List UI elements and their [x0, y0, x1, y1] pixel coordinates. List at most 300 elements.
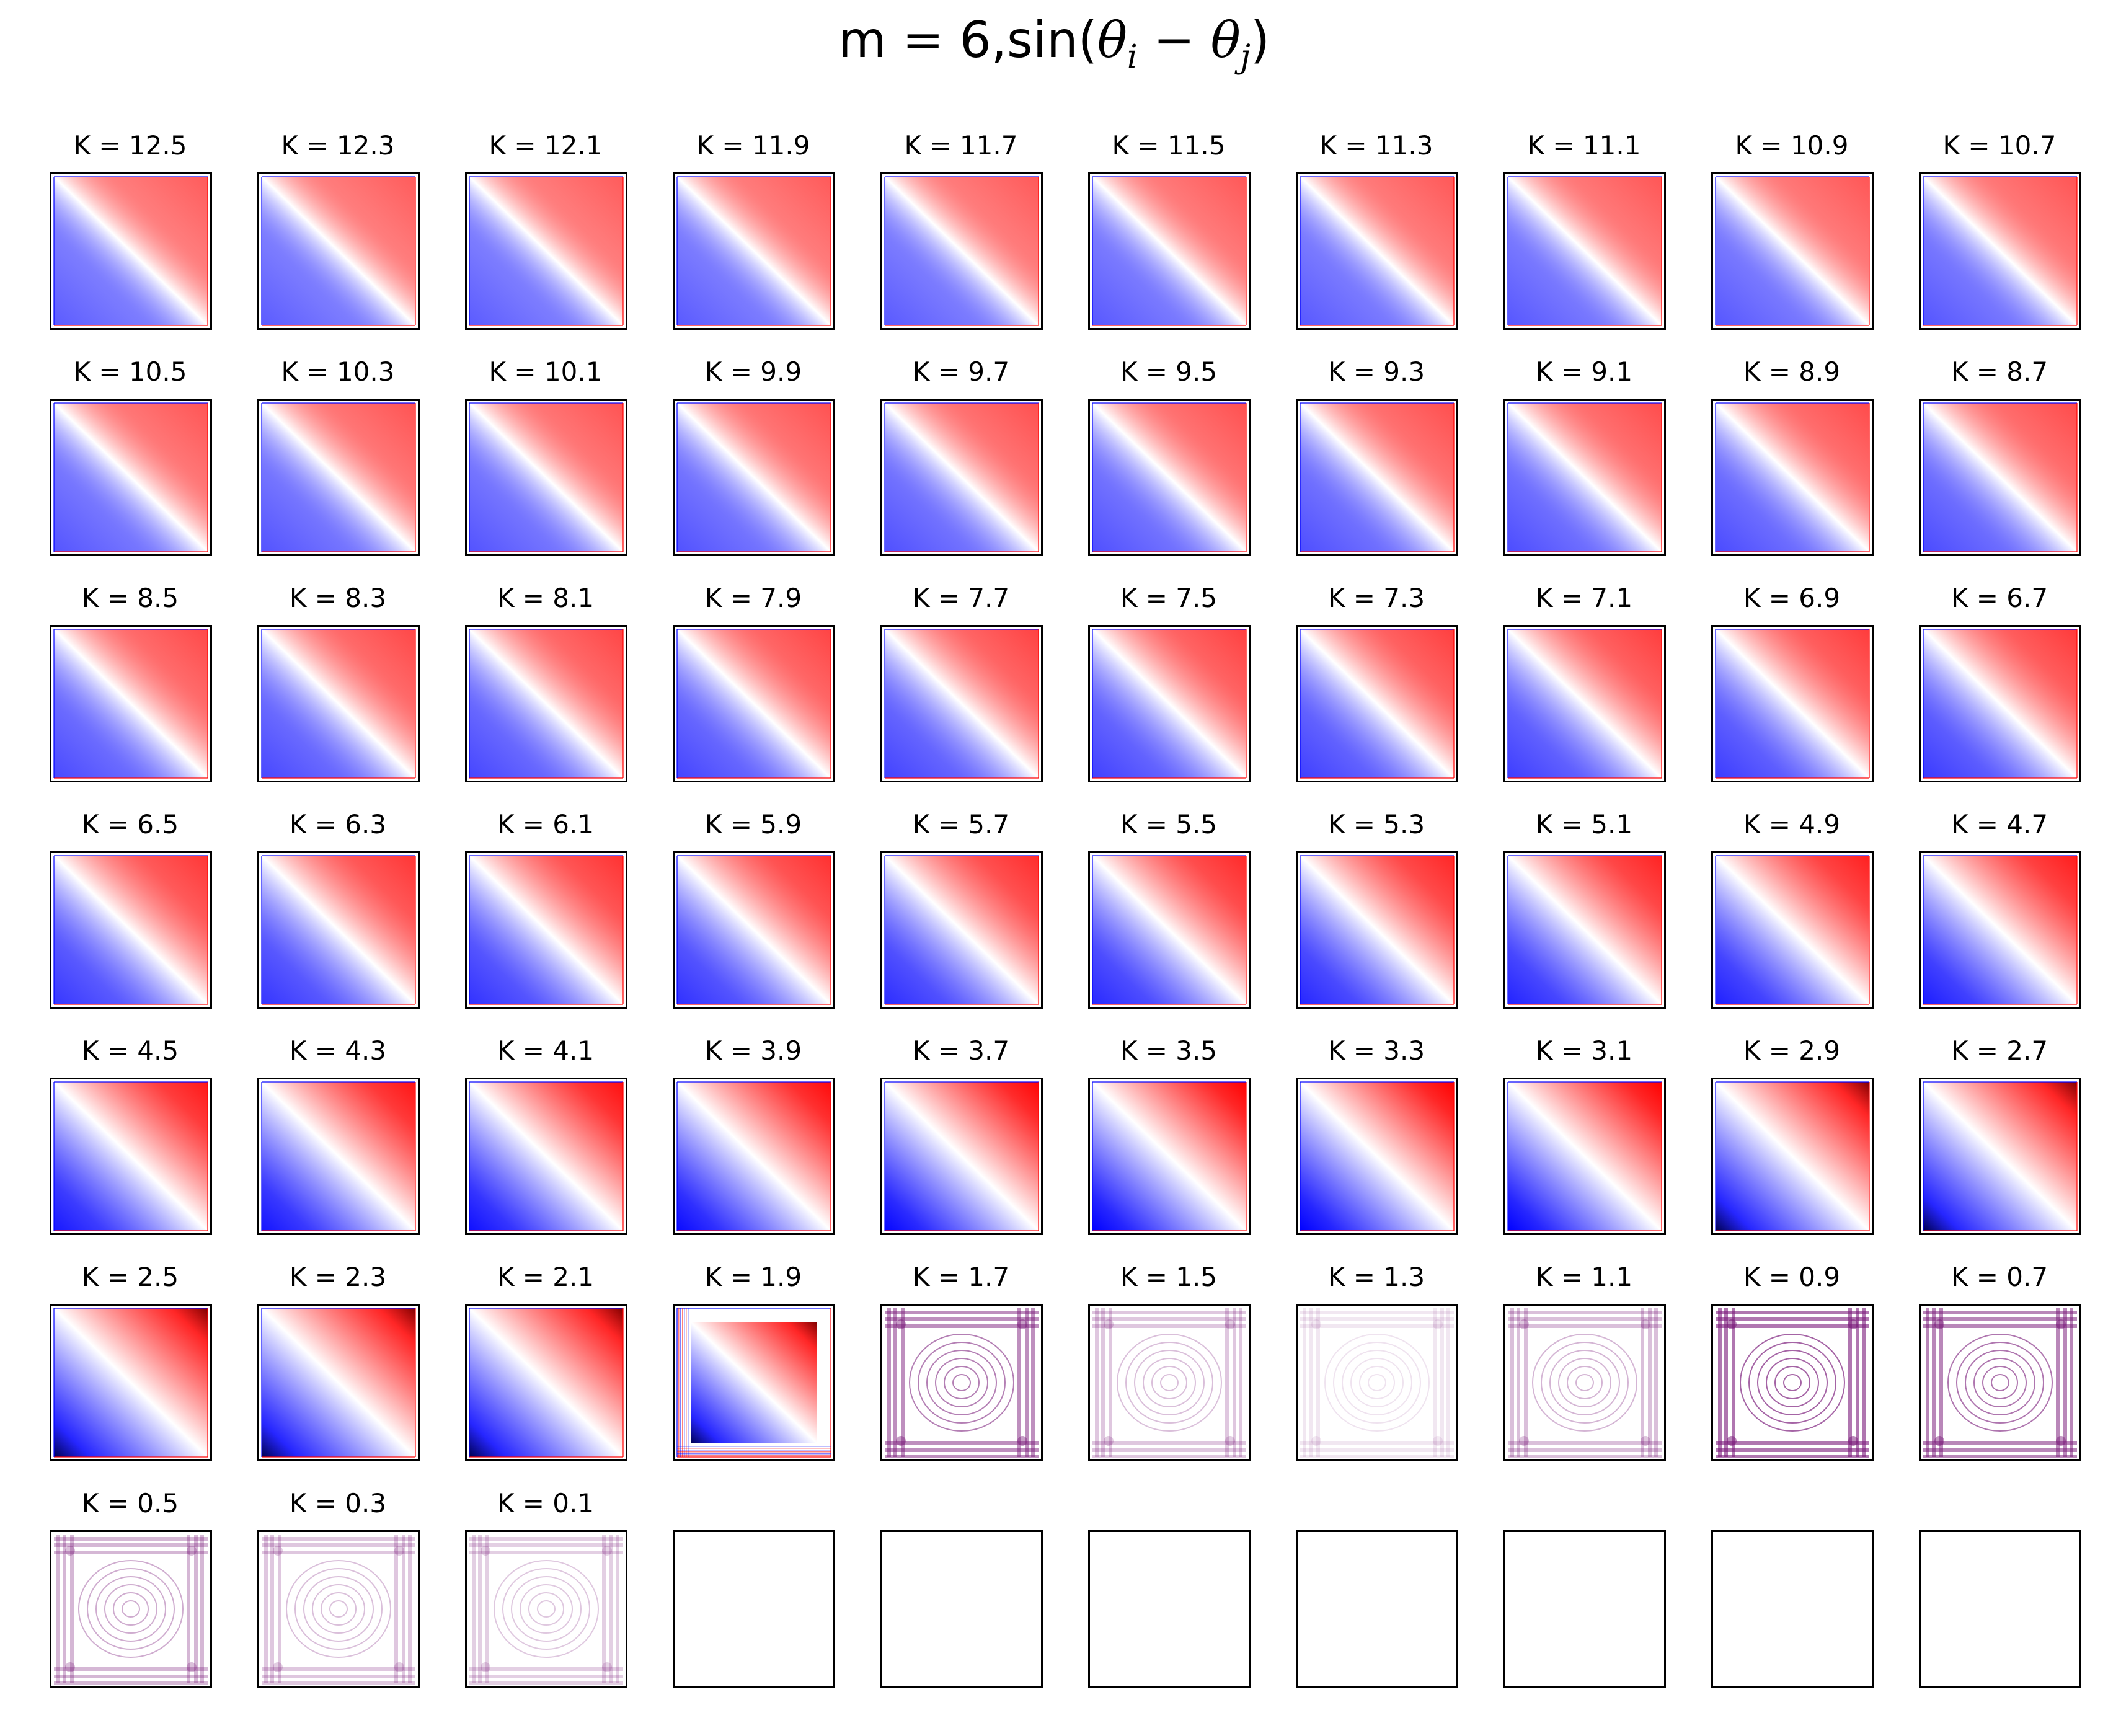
panel-frame — [257, 1304, 420, 1461]
heatmap-ring — [1152, 1366, 1187, 1399]
heatmap-fill — [1508, 177, 1662, 326]
heatmap-corner-dot — [1017, 1436, 1027, 1446]
heatmap-fill — [54, 629, 208, 778]
panel-title: K = 0.1 — [497, 1488, 595, 1518]
heatmap-ring — [1758, 1350, 1827, 1415]
heatmap-corner-dot — [1225, 1319, 1235, 1329]
heatmap-fill — [262, 629, 415, 778]
panel-frame — [1919, 1078, 2081, 1235]
heatmap-fill — [691, 1322, 817, 1443]
heatmap-band — [1225, 1308, 1229, 1457]
heatmap-stripe — [682, 1308, 683, 1457]
heatmap-image — [1505, 1532, 1664, 1686]
heatmap-band — [1017, 1308, 1021, 1457]
panel-frame — [673, 172, 835, 330]
heatmap-image — [882, 1532, 1041, 1686]
heatmap-image — [1298, 1306, 1456, 1459]
heatmap-ring — [927, 1350, 996, 1415]
heatmap-image — [51, 1306, 210, 1459]
heatmap-band — [1718, 1308, 1722, 1457]
heatmap-fill — [469, 177, 623, 326]
panel-title: K = 10.3 — [281, 356, 395, 387]
heatmap-band — [1716, 1448, 1869, 1452]
heatmap-image — [1921, 174, 2079, 328]
heatmap-band — [262, 1675, 415, 1678]
title-sub-i: i — [1127, 38, 1138, 76]
heatmap-image — [1713, 1306, 1872, 1459]
panel-frame — [1711, 625, 1874, 782]
panel-title: K = 1.1 — [1535, 1262, 1633, 1292]
heatmap-ring — [1749, 1342, 1836, 1423]
heatmap-band — [1300, 1441, 1454, 1445]
heatmap-band — [485, 1534, 489, 1683]
heatmap-fill — [1508, 629, 1662, 778]
panel-title: K = 10.5 — [73, 356, 187, 387]
panel-title: K = 2.7 — [1951, 1035, 2048, 1066]
heatmap-corner-dot — [1934, 1436, 1944, 1446]
heatmap-stripe — [677, 1448, 831, 1449]
heatmap-band — [1239, 1308, 1242, 1457]
panel-frame — [673, 1304, 835, 1461]
heatmap-ring — [330, 1601, 347, 1617]
panel-frame — [1296, 1304, 1458, 1461]
heatmap-band — [1092, 1311, 1246, 1314]
heatmap-fill — [1508, 1082, 1662, 1231]
heatmap-corner-dot — [896, 1436, 906, 1446]
panel-frame — [673, 399, 835, 556]
heatmap-band — [56, 1534, 60, 1683]
heatmap-image — [1298, 174, 1456, 328]
heatmap-fill — [469, 629, 623, 778]
heatmap-fill — [1508, 856, 1662, 1004]
heatmap-image — [467, 1532, 626, 1686]
heatmap-stripe — [684, 1308, 685, 1457]
panel-title: K = 10.7 — [1942, 130, 2057, 161]
heatmap-fill — [469, 403, 623, 552]
heatmap-image — [1921, 1079, 2079, 1233]
heatmap-ring — [1161, 1375, 1178, 1391]
heatmap-stripe — [677, 1453, 831, 1455]
heatmap-band — [1300, 1311, 1454, 1314]
heatmap-band — [1716, 1317, 1869, 1321]
heatmap-band — [469, 1675, 623, 1678]
heatmap-ring — [520, 1585, 572, 1633]
heatmap-image — [51, 1532, 210, 1686]
heatmap-ring — [918, 1342, 1005, 1423]
heatmap-image — [882, 1079, 1041, 1233]
heatmap-ring — [113, 1593, 148, 1625]
heatmap-band — [1025, 1308, 1029, 1457]
heatmap-band — [1092, 1317, 1246, 1321]
panel-title: K = 7.3 — [1327, 583, 1425, 613]
heatmap-corner-dot — [187, 1546, 197, 1556]
heatmap-fill — [1716, 629, 1869, 778]
heatmap-image — [1090, 1532, 1249, 1686]
heatmap-ring — [1991, 1375, 2009, 1391]
heatmap-fill — [1716, 856, 1869, 1004]
heatmap-band — [1508, 1448, 1662, 1452]
panel-frame — [1919, 625, 2081, 782]
heatmap-corner-dot — [273, 1662, 283, 1672]
heatmap-band — [54, 1551, 208, 1554]
heatmap-band — [893, 1308, 897, 1457]
heatmap-image — [1713, 174, 1872, 328]
heatmap-band — [1716, 1324, 1869, 1328]
panel-title: K = 6.1 — [497, 809, 595, 839]
heatmap-image — [1921, 627, 2079, 781]
panel-title: K = 10.1 — [489, 356, 603, 387]
panel-title: K = 0.3 — [289, 1488, 387, 1518]
panel-title: K = 11.7 — [904, 130, 1018, 161]
heatmap-ring — [1342, 1350, 1412, 1415]
panel-title: K = 0.9 — [1743, 1262, 1841, 1292]
heatmap-corner-dot — [1727, 1319, 1737, 1329]
heatmap-image — [1090, 853, 1249, 1007]
panel-title: K = 9.1 — [1535, 356, 1633, 387]
panel-frame — [1919, 851, 2081, 1009]
heatmap-band — [478, 1534, 482, 1683]
heatmap-image — [1505, 401, 1664, 554]
panel-frame — [465, 1304, 627, 1461]
title-suffix: ) — [1250, 11, 1270, 69]
heatmap-band — [1233, 1308, 1236, 1457]
heatmap-stripe — [678, 1308, 680, 1457]
heatmap-ring — [122, 1601, 140, 1617]
heatmap-band — [1092, 1455, 1246, 1458]
panel-title: K = 11.5 — [1112, 130, 1226, 161]
heatmap-image — [1505, 1306, 1664, 1459]
panel-title: K = 9.3 — [1327, 356, 1425, 387]
heatmap-image — [882, 853, 1041, 1007]
panel-title: K = 4.1 — [497, 1035, 595, 1066]
title-minus: − — [1137, 11, 1211, 69]
heatmap-fill — [262, 1082, 415, 1231]
heatmap-band — [1654, 1308, 1658, 1457]
heatmap-band — [885, 1455, 1038, 1458]
heatmap-ring — [1775, 1366, 1810, 1399]
heatmap-image — [51, 1079, 210, 1233]
heatmap-fill — [885, 403, 1038, 552]
heatmap-band — [885, 1311, 1038, 1314]
heatmap-fill — [469, 856, 623, 1004]
heatmap-image — [259, 1532, 418, 1686]
heatmap-image — [467, 1306, 626, 1459]
heatmap-ring — [79, 1561, 183, 1657]
panel-title: K = 6.7 — [1951, 583, 2048, 613]
heatmap-band — [54, 1667, 208, 1671]
heatmap-band — [1446, 1308, 1450, 1457]
heatmap-corner-dot — [65, 1662, 75, 1672]
heatmap-band — [1856, 1308, 1859, 1457]
heatmap-image — [1505, 174, 1664, 328]
heatmap-band — [194, 1534, 198, 1683]
heatmap-band — [885, 1441, 1038, 1445]
heatmap-band — [469, 1551, 623, 1554]
heatmap-band — [1923, 1311, 2077, 1314]
panel-frame — [1296, 1078, 1458, 1235]
panel-frame — [1919, 172, 2081, 330]
panel-frame — [1504, 399, 1666, 556]
panel-frame — [465, 851, 627, 1009]
heatmap-band — [602, 1534, 606, 1683]
heatmap-ring — [1766, 1358, 1818, 1407]
heatmap-corner-dot — [896, 1319, 906, 1329]
heatmap-image — [1090, 174, 1249, 328]
heatmap-corner-dot — [1519, 1436, 1529, 1446]
panel-frame — [880, 399, 1043, 556]
heatmap-band — [1508, 1455, 1662, 1458]
heatmap-band — [262, 1537, 415, 1541]
heatmap-image — [882, 627, 1041, 781]
heatmap-ring — [105, 1585, 157, 1633]
heatmap-fill — [1092, 856, 1246, 1004]
heatmap-image — [882, 1306, 1041, 1459]
heatmap-band — [2070, 1308, 2073, 1457]
heatmap-ring — [1983, 1366, 2017, 1399]
heatmap-image — [259, 627, 418, 781]
heatmap-image — [1505, 853, 1664, 1007]
heatmap-stripe — [688, 1308, 689, 1457]
heatmap-fill — [262, 177, 415, 326]
heatmap-corner-dot — [1848, 1319, 1858, 1329]
heatmap-band — [262, 1543, 415, 1547]
panel-frame — [50, 172, 212, 330]
panel-title: K = 7.7 — [912, 583, 1010, 613]
heatmap-fill — [1092, 629, 1246, 778]
heatmap-band — [901, 1308, 905, 1457]
heatmap-band — [469, 1537, 623, 1541]
heatmap-ring — [87, 1569, 174, 1649]
heatmap-band — [1031, 1308, 1035, 1457]
heatmap-corner-dot — [1934, 1319, 1944, 1329]
panel-title: K = 6.3 — [289, 809, 387, 839]
panel-title: K = 3.1 — [1535, 1035, 1633, 1066]
heatmap-fill — [262, 856, 415, 1004]
panel-title: K = 6.9 — [1743, 583, 1841, 613]
heatmap-stripe — [677, 1451, 831, 1453]
heatmap-fill — [262, 1308, 415, 1457]
heatmap-corner-dot — [394, 1546, 404, 1556]
heatmap-corner-dot — [1017, 1319, 1027, 1329]
heatmap-fill — [54, 856, 208, 1004]
heatmap-stripe — [680, 1308, 681, 1457]
heatmap-ring — [1360, 1366, 1394, 1399]
panel-frame — [880, 1304, 1043, 1461]
heatmap-band — [1300, 1455, 1454, 1458]
heatmap-corner-dot — [480, 1662, 490, 1672]
panel-title: K = 0.5 — [81, 1488, 179, 1518]
heatmap-fill — [1300, 856, 1454, 1004]
heatmap-band — [262, 1551, 415, 1554]
heatmap-image — [467, 401, 626, 554]
heatmap-band — [1309, 1308, 1313, 1457]
heatmap-ring — [1965, 1350, 2035, 1415]
panel-frame — [1296, 851, 1458, 1009]
panel-title: K = 8.9 — [1743, 356, 1841, 387]
heatmap-ring — [1740, 1334, 1844, 1431]
heatmap-band — [1923, 1448, 2077, 1452]
heatmap-band — [402, 1534, 405, 1683]
heatmap-image — [51, 853, 210, 1007]
panel-frame — [1711, 1530, 1874, 1688]
heatmap-image — [467, 1079, 626, 1233]
panel-frame — [257, 1078, 420, 1235]
heatmap-image — [675, 627, 833, 781]
panel-title: K = 5.3 — [1327, 809, 1425, 839]
heatmap-fill — [1300, 403, 1454, 552]
panel-frame — [880, 851, 1043, 1009]
panel-frame — [1711, 172, 1874, 330]
panel-frame — [50, 1078, 212, 1235]
panel-frame — [1088, 172, 1251, 330]
heatmap-fill — [1716, 177, 1869, 326]
title-sub-j: j — [1240, 38, 1251, 76]
heatmap-fill — [1092, 1082, 1246, 1231]
heatmap-fill — [1508, 403, 1662, 552]
heatmap-image — [1921, 401, 2079, 554]
panel-frame — [50, 1530, 212, 1688]
heatmap-band — [1923, 1317, 2077, 1321]
heatmap-image — [467, 627, 626, 781]
heatmap-band — [1300, 1317, 1454, 1321]
heatmap-fill — [885, 177, 1038, 326]
heatmap-band — [469, 1667, 623, 1671]
heatmap-image — [882, 174, 1041, 328]
heatmap-image — [259, 401, 418, 554]
heatmap-ring — [1784, 1375, 1801, 1391]
panel-frame — [1296, 1530, 1458, 1688]
heatmap-band — [1508, 1317, 1662, 1321]
heatmap-fill — [885, 629, 1038, 778]
heatmap-image — [675, 1306, 833, 1459]
heatmap-image — [1713, 627, 1872, 781]
heatmap-corner-dot — [1433, 1319, 1443, 1329]
heatmap-corner-dot — [187, 1662, 197, 1672]
heatmap-band — [187, 1534, 190, 1683]
heatmap-fill — [677, 403, 831, 552]
heatmap-band — [262, 1667, 415, 1671]
panel-title: K = 8.7 — [1951, 356, 2048, 387]
panel-frame — [880, 625, 1043, 782]
panel-frame — [465, 1078, 627, 1235]
heatmap-corner-dot — [1311, 1319, 1321, 1329]
heatmap-ring — [944, 1366, 979, 1399]
panel-title: K = 11.1 — [1527, 130, 1641, 161]
heatmap-image — [1713, 1079, 1872, 1233]
heatmap-band — [2063, 1308, 2067, 1457]
heatmap-corner-dot — [480, 1546, 490, 1556]
panel-title: K = 4.3 — [289, 1035, 387, 1066]
heatmap-corner-dot — [1311, 1436, 1321, 1446]
panel-frame — [1504, 172, 1666, 330]
panel-frame — [50, 625, 212, 782]
heatmap-corner-dot — [1848, 1436, 1858, 1446]
heatmap-corner-dot — [1727, 1436, 1737, 1446]
heatmap-band — [262, 1681, 415, 1685]
heatmap-image — [882, 401, 1041, 554]
heatmap-corner-dot — [1641, 1319, 1650, 1329]
heatmap-ring — [953, 1375, 970, 1391]
heatmap-band — [1092, 1441, 1246, 1445]
heatmap-image — [51, 401, 210, 554]
heatmap-band — [1517, 1308, 1520, 1457]
heatmap-corner-dot — [2056, 1319, 2066, 1329]
panel-title: K = 3.9 — [704, 1035, 802, 1066]
heatmap-image — [1921, 1532, 2079, 1686]
panel-title: K = 4.7 — [1951, 809, 2048, 839]
panel-title: K = 9.7 — [912, 356, 1010, 387]
heatmap-image — [1505, 1079, 1664, 1233]
panel-title: K = 0.7 — [1951, 1262, 2048, 1292]
heatmap-band — [1923, 1324, 2077, 1328]
heatmap-band — [1923, 1441, 2077, 1445]
heatmap-band — [1508, 1311, 1662, 1314]
heatmap-ring — [1368, 1375, 1386, 1391]
heatmap-ring — [1325, 1334, 1429, 1431]
panel-title: K = 9.5 — [1120, 356, 1218, 387]
panel-frame — [465, 172, 627, 330]
panel-frame — [1711, 1078, 1874, 1235]
heatmap-fill — [469, 1308, 623, 1457]
heatmap-band — [885, 1317, 1038, 1321]
panel-title: K = 4.9 — [1743, 809, 1841, 839]
heatmap-band — [54, 1675, 208, 1678]
panel-title: K = 1.5 — [1120, 1262, 1218, 1292]
heatmap-fill — [1300, 1082, 1454, 1231]
panel-frame — [880, 172, 1043, 330]
heatmap-ring — [1126, 1342, 1213, 1423]
heatmap-ring — [503, 1569, 590, 1649]
heatmap-band — [1095, 1308, 1099, 1457]
heatmap-corner-dot — [602, 1662, 612, 1672]
panel-frame — [257, 851, 420, 1009]
heatmap-ring — [312, 1585, 365, 1633]
heatmap-band — [885, 1448, 1038, 1452]
heatmap-image — [1921, 853, 2079, 1007]
panel-frame — [880, 1078, 1043, 1235]
panel-frame — [50, 1304, 212, 1461]
heatmap-image — [1090, 401, 1249, 554]
panel-frame — [1919, 1530, 2081, 1688]
panel-title: K = 1.3 — [1327, 1262, 1425, 1292]
heatmap-fill — [1716, 403, 1869, 552]
heatmap-image — [1298, 627, 1456, 781]
heatmap-stripe — [677, 1455, 831, 1456]
heatmap-image — [259, 853, 418, 1007]
heatmap-image — [1090, 1306, 1249, 1459]
heatmap-band — [469, 1681, 623, 1685]
heatmap-ring — [1117, 1334, 1221, 1431]
heatmap-band — [469, 1543, 623, 1547]
heatmap-fill — [677, 177, 831, 326]
panel-frame — [50, 851, 212, 1009]
heatmap-band — [1732, 1308, 1735, 1457]
panel-title: K = 1.7 — [912, 1262, 1010, 1292]
heatmap-ring — [1351, 1358, 1403, 1407]
heatmap-image — [675, 174, 833, 328]
heatmap-stripe — [677, 1450, 831, 1451]
panel-frame — [1088, 625, 1251, 782]
heatmap-image — [675, 1532, 833, 1686]
heatmap-band — [1923, 1455, 2077, 1458]
heatmap-image — [259, 1079, 418, 1233]
heatmap-fill — [54, 1308, 208, 1457]
heatmap-band — [1092, 1324, 1246, 1328]
heatmap-fill — [1092, 177, 1246, 326]
panel-frame — [1088, 399, 1251, 556]
heatmap-band — [1716, 1311, 1869, 1314]
heatmap-stripe — [686, 1308, 687, 1457]
